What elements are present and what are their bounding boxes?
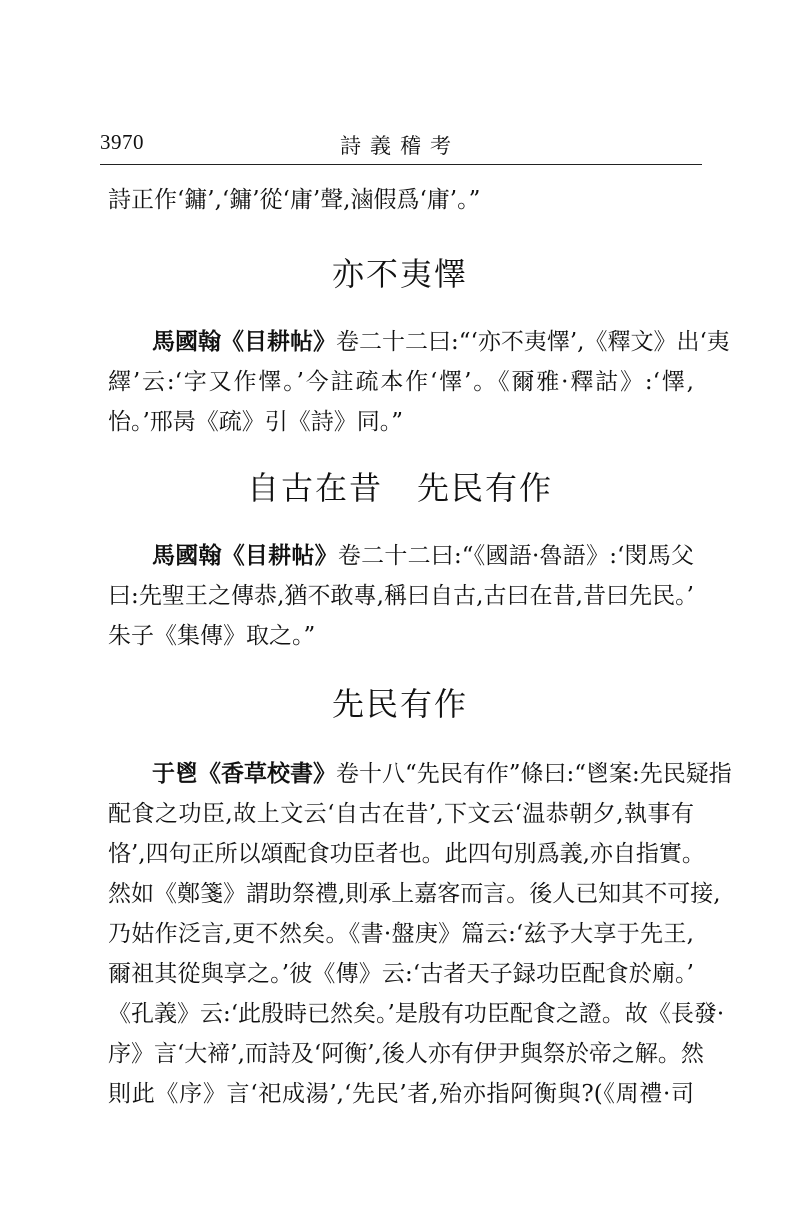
- body-line: [152, 754, 732, 794]
- body-text: 卷二十二曰:“《國語·魯語》:‘閔馬父: [337, 543, 694, 569]
- body-line: [152, 322, 730, 362]
- body-line: 爾祖其從與享之。’彼《傳》云:‘古者天子録功臣配食於廟。’: [108, 961, 694, 987]
- source-citation: 馬國翰《目耕帖》: [152, 543, 338, 569]
- body-line: 則此《序》言‘祀成湯’,‘先民’者,殆亦指阿衡與?(《周禮·司: [108, 1081, 694, 1107]
- page-number: 3970: [100, 130, 144, 154]
- body-text: 卷二十二曰:“‘亦不夷懌’,《釋文》出‘夷: [336, 329, 730, 355]
- section-title: 亦不夷懌: [331, 255, 468, 293]
- body-line: 曰:先聖王之傳恭,猶不敢專,稱曰自古,古曰在昔,昔曰先民。’: [108, 583, 694, 609]
- body-line: 乃姑作泛言,更不然矣。《書·盤庚》篇云:‘兹予大享于先王,: [108, 921, 694, 947]
- body-line: 序》言‘大褅’,而詩及‘阿衡’,後人亦有伊尹與祭於帝之解。然: [108, 1041, 704, 1067]
- body-line: 配食之功臣,故上文云‘自古在昔’,下文云‘温恭朝夕,執事有: [108, 801, 694, 827]
- body-line: 繹’云:‘字又作懌。’今註疏本作‘懌’。《爾雅·釋詁》:‘懌,: [108, 369, 694, 395]
- running-title: 詩義稽考: [340, 134, 460, 158]
- body-line: 恪’,四句正所以頌配食功臣者也。此四句別爲義,亦自指實。: [108, 841, 705, 867]
- body-line: 《孔義》云:‘此殷時已然矣。’是殷有功臣配食之證。故《長發·: [108, 1001, 725, 1027]
- body-line: 怡。’邢昺《疏》引《詩》同。”: [108, 409, 404, 435]
- page-header: [100, 120, 700, 162]
- header-rule: [100, 164, 702, 165]
- body-line: [152, 536, 694, 576]
- source-citation: 馬國翰《目耕帖》: [152, 329, 336, 355]
- body-line: 朱子《集傳》取之。”: [108, 623, 316, 649]
- intro-line: 詩正作‘鏞’,‘鏞’從‘庸’聲,滷假爲‘庸’。”: [108, 187, 481, 213]
- body-text: 卷十八“先民有作”條曰:“鬯案:先民疑指: [336, 761, 732, 787]
- section-title: 先民有作: [331, 685, 468, 723]
- section-title: 自古在昔 先民有作: [246, 469, 553, 507]
- body-line: 然如《鄭箋》謂助祭禮,則承上嘉客而言。後人已知其不可接,: [108, 881, 721, 907]
- source-citation: 于鬯《香草校書》: [152, 761, 336, 787]
